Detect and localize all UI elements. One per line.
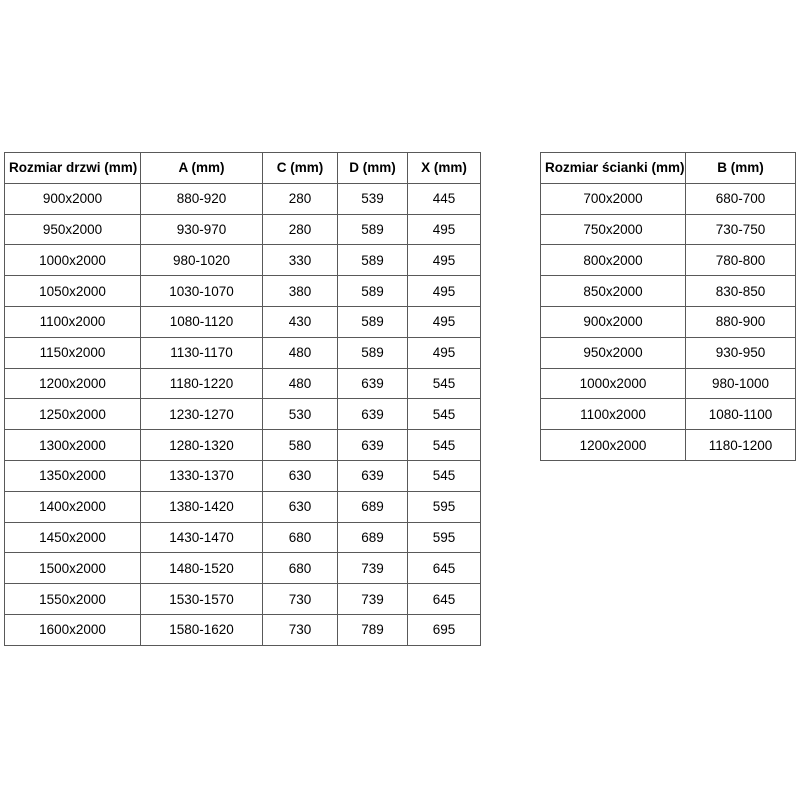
table-cell: 850x2000 bbox=[541, 276, 686, 307]
table-cell: 280 bbox=[263, 183, 338, 214]
table-cell: 539 bbox=[338, 183, 408, 214]
table-cell: 380 bbox=[263, 276, 338, 307]
table-cell: 1550x2000 bbox=[5, 584, 141, 615]
table-row bbox=[541, 368, 796, 399]
table-cell: 1200x2000 bbox=[541, 430, 686, 461]
table-cell: 1180-1200 bbox=[686, 430, 796, 461]
table-cell: 1200x2000 bbox=[5, 368, 141, 399]
header-row bbox=[5, 153, 481, 184]
table-cell: 1350x2000 bbox=[5, 460, 141, 491]
table-cell: 480 bbox=[263, 368, 338, 399]
table-cell: 1400x2000 bbox=[5, 491, 141, 522]
table-row bbox=[541, 306, 796, 337]
table-cell: 1500x2000 bbox=[5, 553, 141, 584]
table-cell: 645 bbox=[408, 584, 481, 615]
table-cell: 780-800 bbox=[686, 245, 796, 276]
table-row bbox=[5, 214, 481, 245]
table-cell: 950x2000 bbox=[5, 214, 141, 245]
table-cell: 545 bbox=[408, 430, 481, 461]
table-cell: 739 bbox=[338, 584, 408, 615]
table-cell: 689 bbox=[338, 522, 408, 553]
table-cell: 750x2000 bbox=[541, 214, 686, 245]
table-cell: 680 bbox=[263, 522, 338, 553]
column-header: D (mm) bbox=[338, 153, 408, 184]
table-cell: 680-700 bbox=[686, 183, 796, 214]
table-row bbox=[5, 614, 481, 645]
table-cell: 589 bbox=[338, 245, 408, 276]
table-cell: 800x2000 bbox=[541, 245, 686, 276]
column-header: A (mm) bbox=[141, 153, 263, 184]
table-cell: 639 bbox=[338, 399, 408, 430]
table-cell: 1080-1120 bbox=[141, 306, 263, 337]
table-cell: 589 bbox=[338, 337, 408, 368]
table-cell: 1600x2000 bbox=[5, 614, 141, 645]
table-cell: 495 bbox=[408, 306, 481, 337]
table-cell: 1100x2000 bbox=[541, 399, 686, 430]
table-row bbox=[541, 430, 796, 461]
table-cell: 530 bbox=[263, 399, 338, 430]
table-cell: 645 bbox=[408, 553, 481, 584]
table-cell: 1480-1520 bbox=[141, 553, 263, 584]
wall-size-table bbox=[540, 152, 796, 461]
table-cell: 730 bbox=[263, 614, 338, 645]
door-size-table bbox=[4, 152, 481, 646]
table-row bbox=[5, 276, 481, 307]
column-header: B (mm) bbox=[686, 153, 796, 184]
table-row bbox=[5, 306, 481, 337]
table-cell: 980-1020 bbox=[141, 245, 263, 276]
table-cell: 980-1000 bbox=[686, 368, 796, 399]
table-cell: 730-750 bbox=[686, 214, 796, 245]
table-cell: 545 bbox=[408, 368, 481, 399]
table-cell: 1580-1620 bbox=[141, 614, 263, 645]
table-cell: 930-950 bbox=[686, 337, 796, 368]
table-row bbox=[5, 460, 481, 491]
table-row bbox=[541, 399, 796, 430]
table-cell: 595 bbox=[408, 491, 481, 522]
table-row bbox=[541, 276, 796, 307]
table-row bbox=[5, 183, 481, 214]
table-cell: 880-900 bbox=[686, 306, 796, 337]
table-cell: 495 bbox=[408, 337, 481, 368]
table-cell: 830-850 bbox=[686, 276, 796, 307]
table-cell: 1150x2000 bbox=[5, 337, 141, 368]
table-cell: 589 bbox=[338, 306, 408, 337]
table-cell: 1430-1470 bbox=[141, 522, 263, 553]
table-cell: 630 bbox=[263, 491, 338, 522]
table-row bbox=[541, 337, 796, 368]
table-cell: 630 bbox=[263, 460, 338, 491]
table-row bbox=[5, 245, 481, 276]
table-cell: 730 bbox=[263, 584, 338, 615]
table-cell: 1380-1420 bbox=[141, 491, 263, 522]
table-cell: 330 bbox=[263, 245, 338, 276]
table-cell: 495 bbox=[408, 214, 481, 245]
table-cell: 639 bbox=[338, 460, 408, 491]
table-cell: 1280-1320 bbox=[141, 430, 263, 461]
table-cell: 1000x2000 bbox=[5, 245, 141, 276]
column-header: C (mm) bbox=[263, 153, 338, 184]
table-cell: 639 bbox=[338, 368, 408, 399]
table-cell: 545 bbox=[408, 460, 481, 491]
table-cell: 1300x2000 bbox=[5, 430, 141, 461]
column-header: X (mm) bbox=[408, 153, 481, 184]
table-cell: 1130-1170 bbox=[141, 337, 263, 368]
column-header: Rozmiar ścianki (mm) bbox=[541, 153, 686, 184]
table-cell: 480 bbox=[263, 337, 338, 368]
table-cell: 1450x2000 bbox=[5, 522, 141, 553]
table-cell: 1080-1100 bbox=[686, 399, 796, 430]
table-row bbox=[5, 491, 481, 522]
table-cell: 1250x2000 bbox=[5, 399, 141, 430]
table-cell: 1050x2000 bbox=[5, 276, 141, 307]
table-cell: 1330-1370 bbox=[141, 460, 263, 491]
table-cell: 700x2000 bbox=[541, 183, 686, 214]
table-cell: 680 bbox=[263, 553, 338, 584]
table-cell: 1100x2000 bbox=[5, 306, 141, 337]
table-cell: 689 bbox=[338, 491, 408, 522]
column-header: Rozmiar drzwi (mm) bbox=[5, 153, 141, 184]
table-cell: 900x2000 bbox=[541, 306, 686, 337]
table-cell: 1230-1270 bbox=[141, 399, 263, 430]
table-row bbox=[5, 522, 481, 553]
table-cell: 280 bbox=[263, 214, 338, 245]
table-cell: 880-920 bbox=[141, 183, 263, 214]
table-cell: 580 bbox=[263, 430, 338, 461]
table-cell: 1530-1570 bbox=[141, 584, 263, 615]
table-cell: 1030-1070 bbox=[141, 276, 263, 307]
table-row bbox=[5, 430, 481, 461]
table-row bbox=[541, 214, 796, 245]
table-row bbox=[5, 399, 481, 430]
table-cell: 1180-1220 bbox=[141, 368, 263, 399]
table-cell: 695 bbox=[408, 614, 481, 645]
table-cell: 639 bbox=[338, 430, 408, 461]
table-row bbox=[541, 245, 796, 276]
table-cell: 1000x2000 bbox=[541, 368, 686, 399]
table-cell: 495 bbox=[408, 276, 481, 307]
table-cell: 495 bbox=[408, 245, 481, 276]
table-row bbox=[5, 337, 481, 368]
table-cell: 589 bbox=[338, 214, 408, 245]
table-row bbox=[5, 553, 481, 584]
table-cell: 445 bbox=[408, 183, 481, 214]
table-row bbox=[5, 584, 481, 615]
table-cell: 595 bbox=[408, 522, 481, 553]
table-cell: 930-970 bbox=[141, 214, 263, 245]
table-cell: 589 bbox=[338, 276, 408, 307]
table-cell: 430 bbox=[263, 306, 338, 337]
table-row bbox=[541, 183, 796, 214]
table-cell: 545 bbox=[408, 399, 481, 430]
header-row bbox=[541, 153, 796, 184]
table-row bbox=[5, 368, 481, 399]
table-cell: 739 bbox=[338, 553, 408, 584]
table-cell: 900x2000 bbox=[5, 183, 141, 214]
table-cell: 789 bbox=[338, 614, 408, 645]
table-cell: 950x2000 bbox=[541, 337, 686, 368]
